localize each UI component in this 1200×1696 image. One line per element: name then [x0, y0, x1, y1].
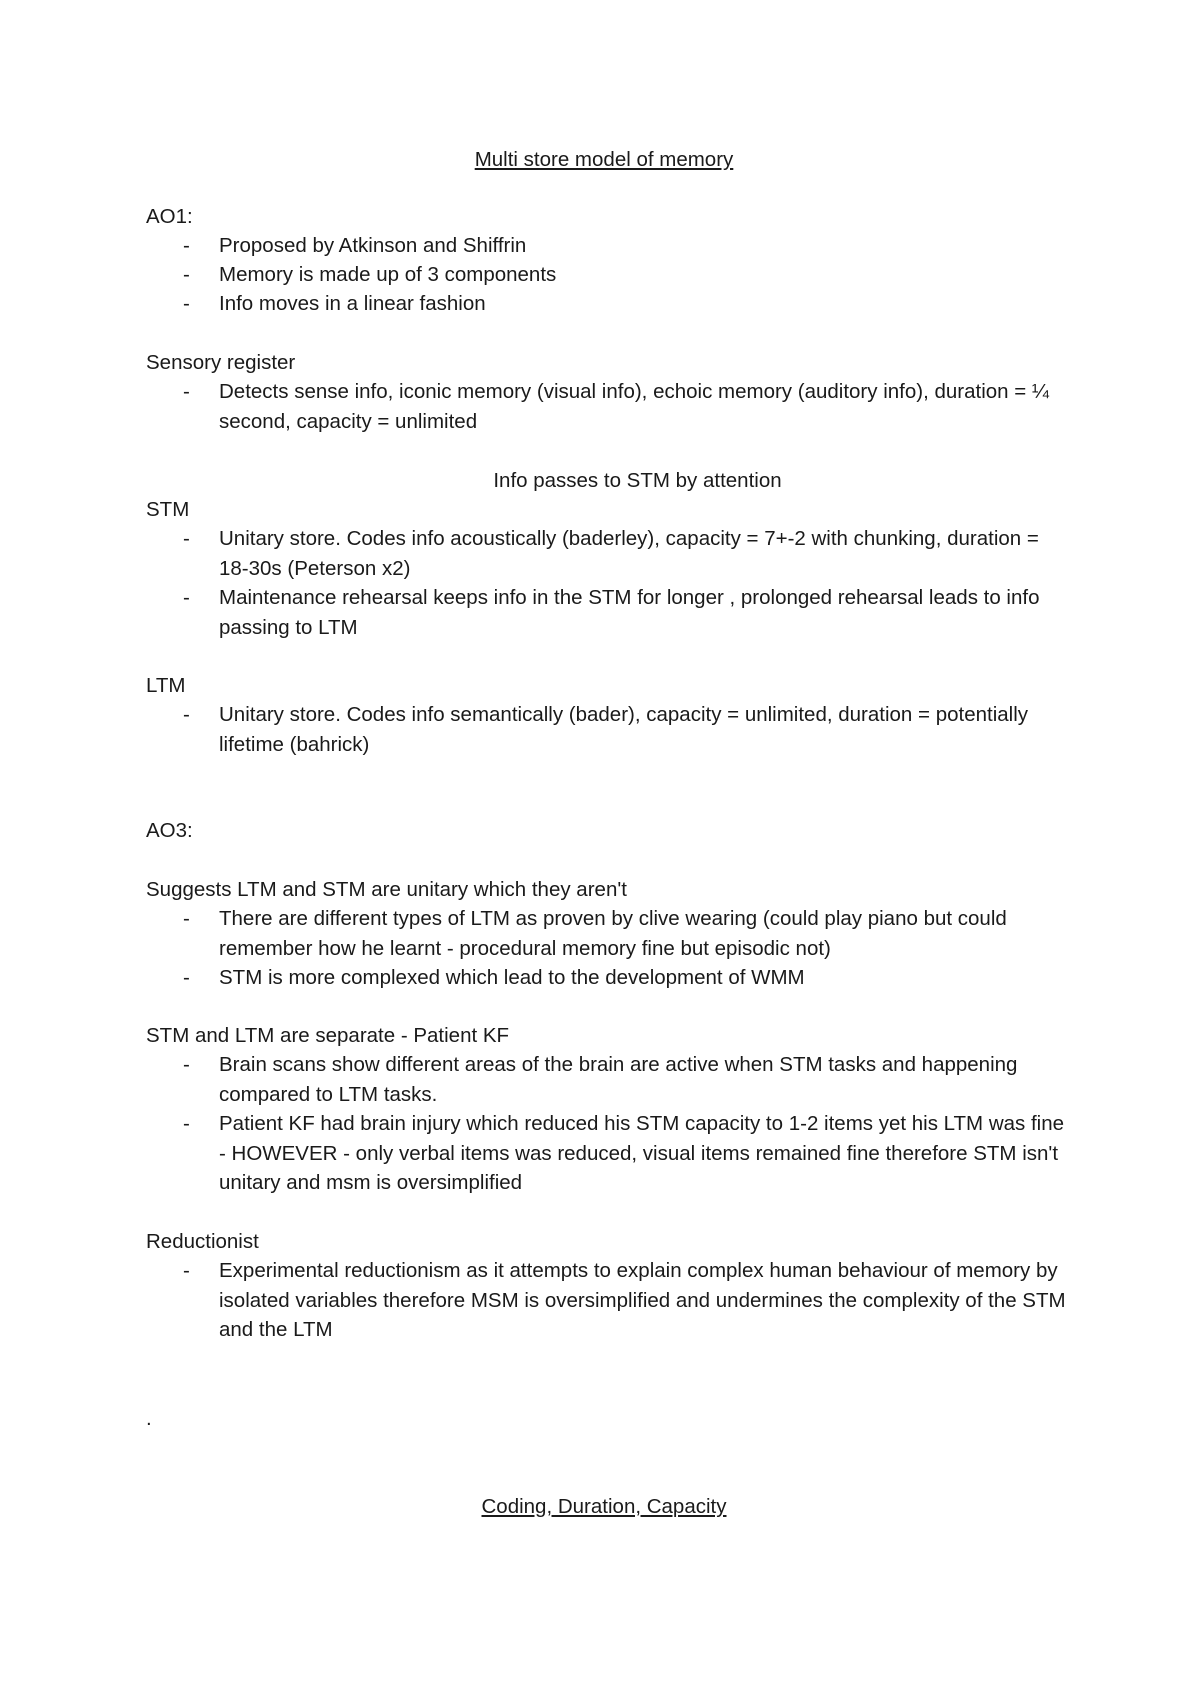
list-item: - Maintenance rehearsal keeps info in the STM for longer , prolonged rehearsal leads to info passing to LTM [146, 583, 1066, 642]
bullet-dash: - [183, 1053, 190, 1076]
list-item: - There are different types of LTM as proven by clive wearing (could play piano but could remember how he learnt - procedural memory fine but episodic not) [146, 904, 1066, 963]
bullet-dash: - [183, 292, 190, 315]
next-section-title: Coding, Duration, Capacity [481, 1495, 727, 1518]
list-item: - Proposed by Atkinson and Shiffrin [146, 231, 1066, 261]
bullet-dash: - [183, 380, 190, 403]
page-title: Multi store model of memory [474, 148, 734, 171]
list-item: - Brain scans show different areas of the brain are active when STM tasks and happening compared to LTM tasks. [146, 1050, 1066, 1109]
sensory-heading: Sensory register [146, 351, 296, 374]
list-item: - Memory is made up of 3 components [146, 260, 1066, 290]
bullet-dash: - [183, 263, 190, 286]
list-item: - Patient KF had brain injury which reduced his STM capacity to 1-2 items yet his LTM was fine - HOWEVER - only verbal items was reduced, visual items remained fine therefore STM isn't unitary and msm is oversimplified [146, 1109, 1066, 1198]
bullet-dash: - [183, 1112, 190, 1135]
unitary-heading: Suggests LTM and STM are unitary which they aren't [146, 878, 627, 901]
bullet-dash: - [183, 907, 190, 930]
reductionist-heading: Reductionist [146, 1230, 259, 1253]
bullet-dash: - [183, 586, 190, 609]
stm-heading: STM [146, 498, 190, 521]
list-item: - Experimental reductionism as it attempts to explain complex human behaviour of memory by isolated variables therefore MSM is oversimplified and undermines the complexity of the STM and the LTM [146, 1256, 1066, 1345]
list-item: - Detects sense info, iconic memory (visual info), echoic memory (auditory info), duration = ¼ second, capacity = unlimited [146, 377, 1066, 436]
bullet-dash: - [183, 527, 190, 550]
list-item: - STM is more complexed which lead to the development of WMM [146, 963, 1066, 993]
bullet-dash: - [183, 234, 190, 257]
ao3-heading: AO3: [146, 819, 193, 842]
list-item: - Info moves in a linear fashion [146, 289, 1066, 319]
separate-heading: STM and LTM are separate - Patient KF [146, 1024, 510, 1047]
ao1-heading: AO1: [146, 205, 193, 228]
list-item: - Unitary store. Codes info semantically (bader), capacity = unlimited, duration = potentially lifetime (bahrick) [146, 700, 1066, 759]
ltm-heading: LTM [146, 674, 186, 697]
bullet-dash: - [183, 966, 190, 989]
bullet-dash: - [183, 1259, 190, 1282]
list-item: - Unitary store. Codes info acoustically (baderley), capacity = 7+-2 with chunking, duration = 18-30s (Peterson x2) [146, 524, 1066, 583]
bullet-dash: - [183, 703, 190, 726]
stray-mark: . [146, 1407, 152, 1430]
attention-note: Info passes to STM by attention [493, 469, 782, 492]
